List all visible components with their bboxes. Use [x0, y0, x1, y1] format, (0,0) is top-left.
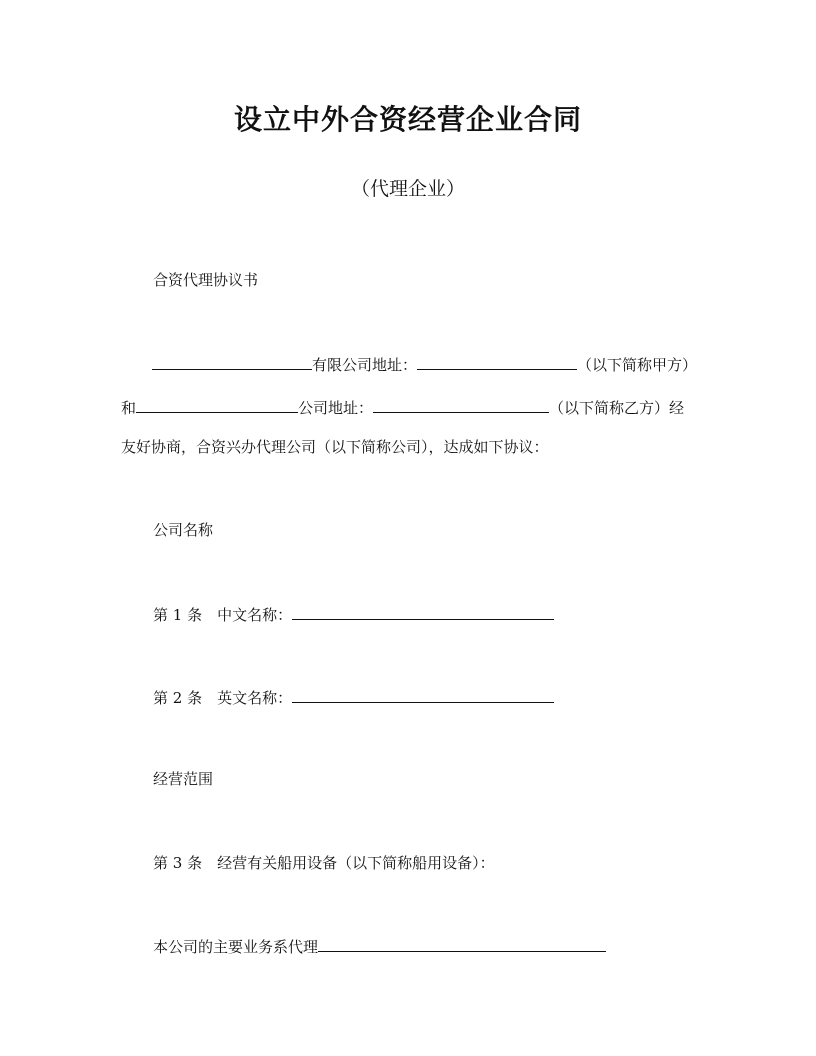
party-b-address-blank[interactable]	[373, 396, 549, 413]
party-b-suffix: 公司地址：	[298, 399, 374, 417]
english-name-blank[interactable]	[292, 686, 554, 703]
main-business-line	[153, 935, 606, 957]
article-2-line	[153, 686, 554, 708]
section-company-name-heading: 公司名称	[153, 521, 214, 539]
agreement-sentence: 友好协商，合资兴办代理公司（以下简称公司），达成如下协议：	[121, 438, 549, 456]
party-a-line	[152, 353, 697, 375]
party-a-address-blank[interactable]	[417, 353, 577, 370]
party-a-name-blank[interactable]	[152, 353, 312, 370]
article-2-label: 第 2 条 英文名称：	[153, 689, 293, 707]
main-business-label: 本公司的主要业务系代理	[153, 938, 319, 956]
section-agreement-heading: 合资代理协议书	[153, 271, 259, 289]
article-1-line	[153, 603, 554, 625]
party-b-name-blank[interactable]	[136, 396, 298, 413]
party-a-suffix: 有限公司地址：	[312, 356, 418, 374]
main-business-blank[interactable]	[318, 935, 606, 952]
document-subtitle: （代理企业）	[350, 178, 465, 200]
document-title: 设立中外合资经营企业合同	[233, 103, 582, 136]
chinese-name-blank[interactable]	[292, 603, 554, 620]
article-1-label: 第 1 条 中文名称：	[153, 606, 293, 624]
party-a-ref: （以下简称甲方）	[577, 356, 698, 374]
party-b-ref: （以下简称乙方）经	[549, 399, 685, 417]
section-scope-heading: 经营范围	[153, 770, 214, 788]
party-b-prefix: 和	[121, 399, 137, 417]
party-b-line	[121, 396, 684, 418]
article-3-line: 第 3 条 经营有关船用设备（以下简称船用设备）：	[153, 854, 495, 872]
